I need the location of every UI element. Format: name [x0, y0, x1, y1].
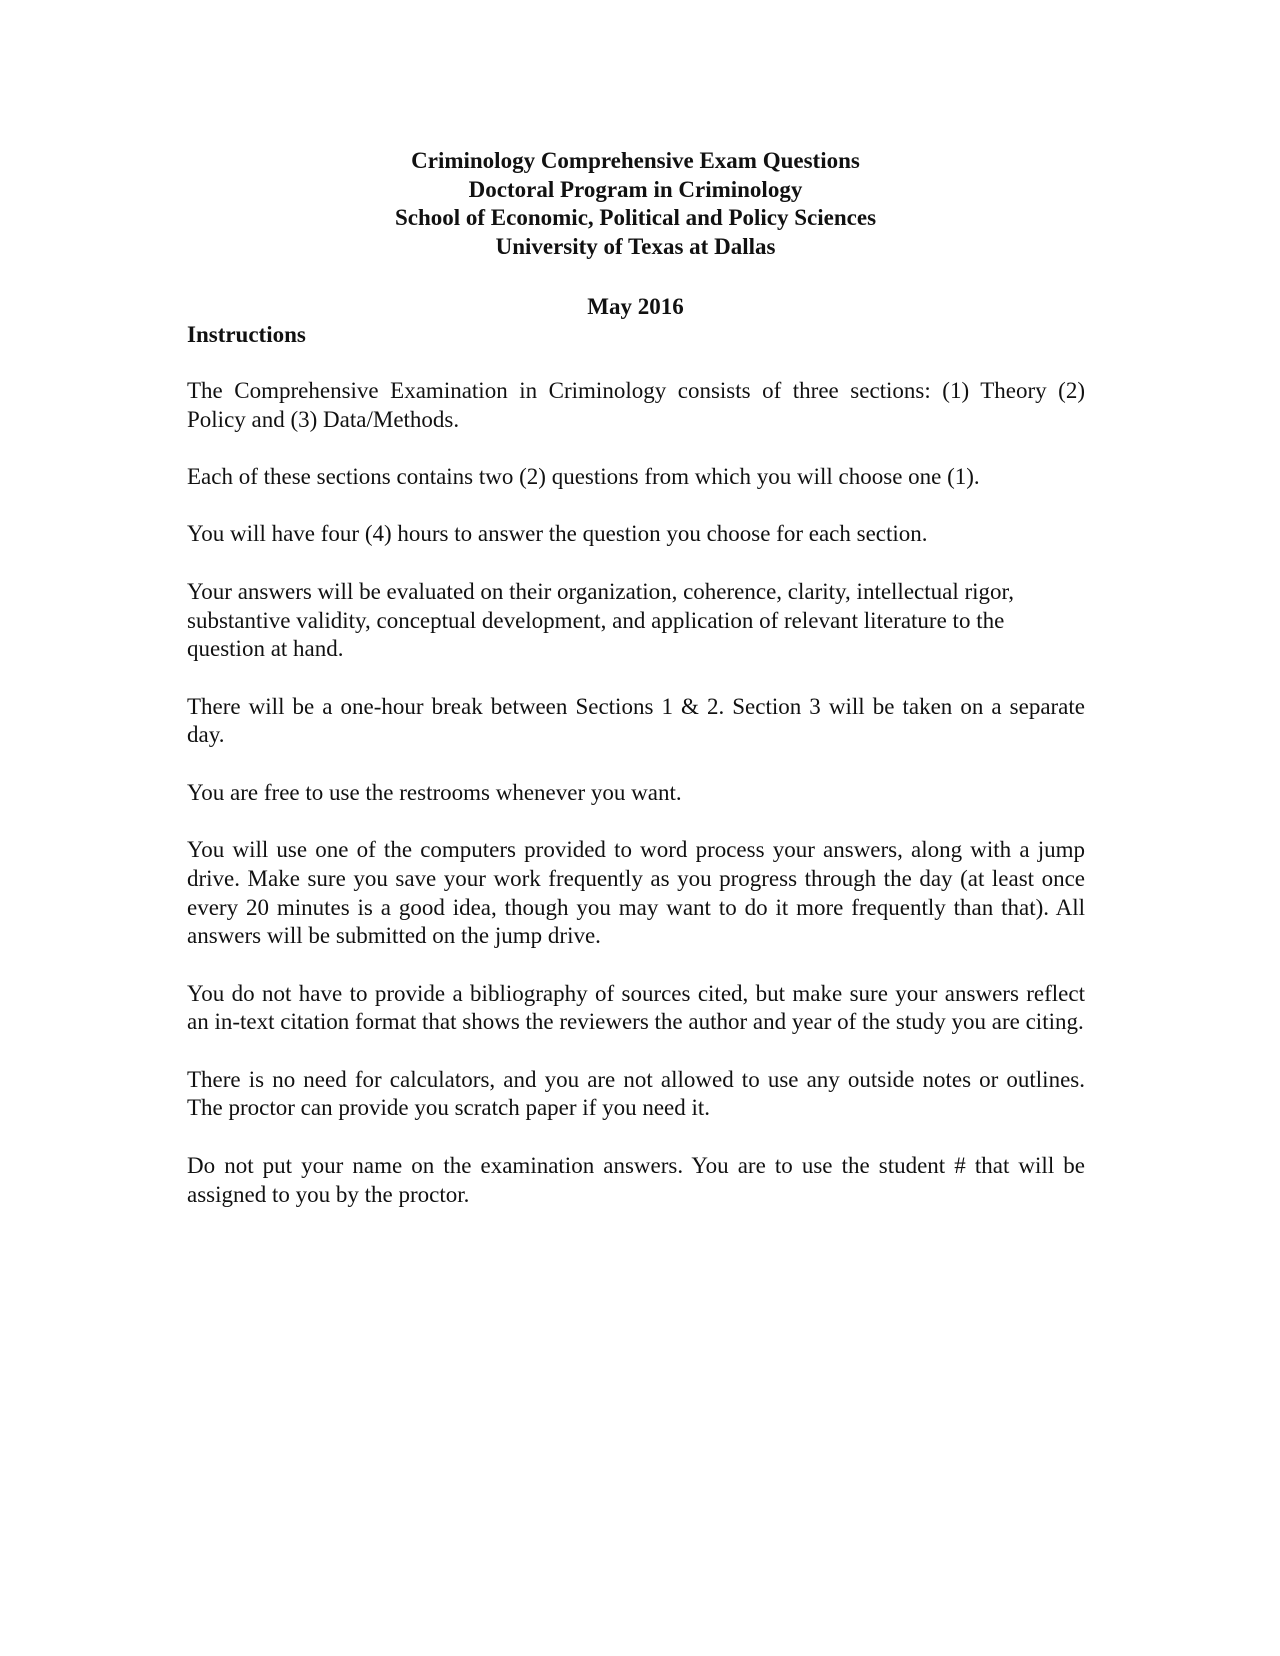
school-name: School of Economic, Political and Policy Sciences — [394, 205, 877, 231]
paragraph-time: You will have four (4) hours to answer the question you choose for each section. — [187, 521, 928, 547]
university-name: University of Texas at Dallas — [495, 233, 776, 259]
document-header — [187, 147, 1084, 261]
instructions-heading: Instructions — [187, 322, 306, 347]
paragraph-break: There will be a one-hour break between Sections 1 & 2. Section 3 will be taken on a separate day. — [187, 693, 1085, 748]
exam-title: Criminology Comprehensive Exam Questions — [411, 148, 860, 173]
exam-date: May 2016 — [587, 294, 684, 319]
paragraph-evaluation: Your answers will be evaluated on their organization, coherence, clarity, intellectual rigor, substantive validity, conceptual development, and application of relevant literature to the question at hand. — [187, 578, 1015, 662]
paragraph-sections: The Comprehensive Examination in Criminology consists of three sections: (1) Theory (2) Policy and (3) Data/Methods. — [187, 378, 1085, 432]
paragraph-anonymity: Do not put your name on the examination answers. You are to use the student # that will be assigned to you by the proctor. — [187, 1152, 1085, 1207]
paragraph-restrooms: You are free to use the restrooms whenever you want. — [187, 779, 682, 805]
paragraph-computers: You will use one of the computers provided to word process your answers, along with a jump drive. Make sure you save your work frequently as you progress through the day (at least once every 20 minutes is a good idea, though you may want to do it more frequently than that). All answers will be submitted on the jump drive. — [187, 837, 1085, 949]
instructions-body — [187, 377, 1085, 1238]
paragraph-citations: You do not have to provide a bibliography of sources cited, but make sure your answers reflect an in-text citation format that shows the reviewers the author and year of the study you are citing. — [187, 980, 1085, 1035]
program-name: Doctoral Program in Criminology — [468, 176, 803, 202]
paragraph-calculators: There is no need for calculators, and you are not allowed to use any outside notes or outlines. The proctor can provide you scratch paper if you need it. — [187, 1066, 1085, 1121]
paragraph-choose: Each of these sections contains two (2) questions from which you will choose one (1). — [187, 464, 980, 490]
